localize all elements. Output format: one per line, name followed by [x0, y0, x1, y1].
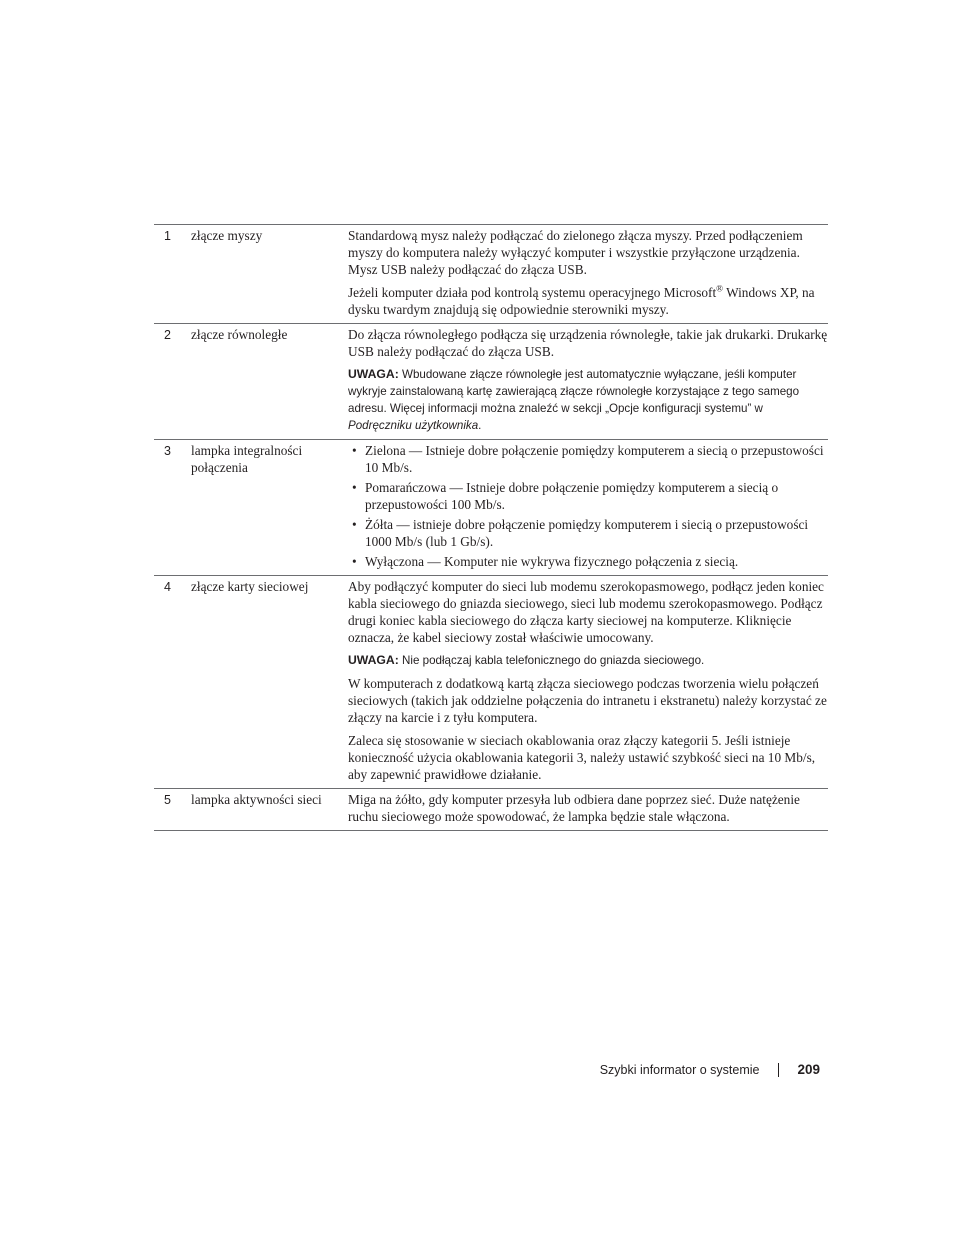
note-text: Wbudowane złącze równoległe jest automatycznie wyłączane, jeśli komputer wykryje zainstalowaną kartę zawierającą złącze równoległe korzystające z tego samego adresu. Więcej informacji można znaleźć w sekcji „Opcje konfiguracji systemu” w [348, 368, 800, 415]
list-item [348, 479, 828, 513]
list-item [348, 442, 828, 476]
page-number: 209 [797, 1062, 820, 1077]
row-name: złącze równoległe [191, 327, 288, 342]
table-row [154, 439, 828, 575]
page-footer [600, 1062, 820, 1077]
note [348, 652, 828, 669]
description-paragraph [348, 284, 828, 318]
note-text: Nie podłączaj kabla telefonicznego do gniazda sieciowego. [398, 654, 705, 667]
row-description [348, 789, 828, 830]
footer-section-title: Szybki informator o systemie [599, 1062, 760, 1077]
row-name: złącze myszy [191, 228, 263, 243]
status-list [348, 442, 828, 570]
list-item [348, 553, 828, 570]
note [348, 366, 828, 434]
row-description [348, 440, 828, 575]
note-label: UWAGA: [348, 653, 399, 667]
registered-mark: ® [716, 283, 723, 294]
row-number: 5 [164, 793, 171, 807]
list-item-text: Wyłączona — Komputer nie wykrywa fizycznego połączenia z siecią. [365, 554, 739, 569]
row-name: lampka aktywności sieci [191, 792, 322, 807]
list-item-text: Żółta — istnieje dobre połączenie pomiędzy komputerem i siecią o przepustowości 1000 Mb/s (lub 1 Gb/s). [365, 517, 809, 549]
row-description [348, 225, 828, 323]
description-paragraph: W komputerach z dodatkową kartą złącza sieciowego podczas tworzenia wielu połączeń sieciowych (takich jak oddzielne połączenia do intranetu i ekstranetu) należy korzystać ze złączy na karcie i z tyłu komputera. [348, 676, 827, 725]
row-description [348, 324, 828, 439]
table-row [154, 225, 828, 323]
bullet-icon: • [352, 517, 357, 532]
description-text: Jeżeli komputer działa pod kontrolą systemu operacyjnego Microsoft [348, 285, 717, 300]
note-label: UWAGA: [348, 367, 399, 381]
list-item-text: Zielona — Istnieje dobre połączenie pomiędzy komputerem a siecią o przepustowości 10 Mb/s. [365, 443, 824, 475]
list-item-text: Pomarańczowa — Istnieje dobre połączenie pomiędzy komputerem a siecią o przepustowości 100 Mb/s. [365, 480, 779, 512]
note-italic: Podręczniku użytkownika [348, 419, 479, 432]
bullet-icon: • [352, 480, 357, 495]
description-paragraph: Standardową mysz należy podłączać do zielonego złącza myszy. Przed podłączeniem myszy do komputera należy wyłączyć komputer i wszystkie przyłączone urządzenia. Mysz USB należy podłączać do złącza USB. [348, 228, 803, 277]
row-name: złącze karty sieciowej [191, 579, 309, 594]
description-paragraph: Do złącza równoległego podłącza się urządzenia równoległe, takie jak drukarki. Drukarkę USB należy podłączać do złącza USB. [348, 327, 828, 359]
note-end: . [478, 419, 482, 432]
connector-table [154, 224, 828, 831]
description-text: Windows XP, na dysku twardym znajdują się odpowiednie sterowniki myszy. [348, 285, 815, 317]
description-paragraph: Miga na żółto, gdy komputer przesyła lub odbiera dane poprzez sieć. Duże natężenie ruchu sieciowego może spowodować, że lampka będzie stale włączona. [348, 792, 800, 824]
row-number: 3 [164, 444, 171, 458]
table-row [154, 323, 828, 439]
description-paragraph: Aby podłączyć komputer do sieci lub modemu szerokopasmowego, podłącz jeden koniec kabla sieciowego do gniazda sieciowego, sieci lub modemu szerokopasmowego. Podłącz drugi koniec kabla sieciowego do złącza karty sieciowej na komputerze. Kliknięcie oznacza, że kabel sieciowy został właściwie umocowany. [348, 579, 824, 645]
bullet-icon: • [352, 554, 357, 569]
footer-divider [778, 1063, 779, 1077]
bullet-icon: • [352, 443, 357, 458]
row-description [348, 576, 828, 788]
row-number: 4 [164, 580, 171, 594]
list-item [348, 516, 828, 550]
row-number: 1 [164, 229, 171, 243]
table-row [154, 575, 828, 788]
table-row [154, 788, 828, 830]
row-name: lampka integralności połączenia [191, 443, 303, 475]
row-number: 2 [164, 328, 171, 342]
description-paragraph: Zaleca się stosowanie w sieciach okablowania oraz złączy kategorii 5. Jeśli istnieje konieczność użycia okablowania kategorii 3, należy ustawić szybkość sieci na 10 Mb/s, aby zapewnić prawidłowe działanie. [348, 733, 816, 782]
